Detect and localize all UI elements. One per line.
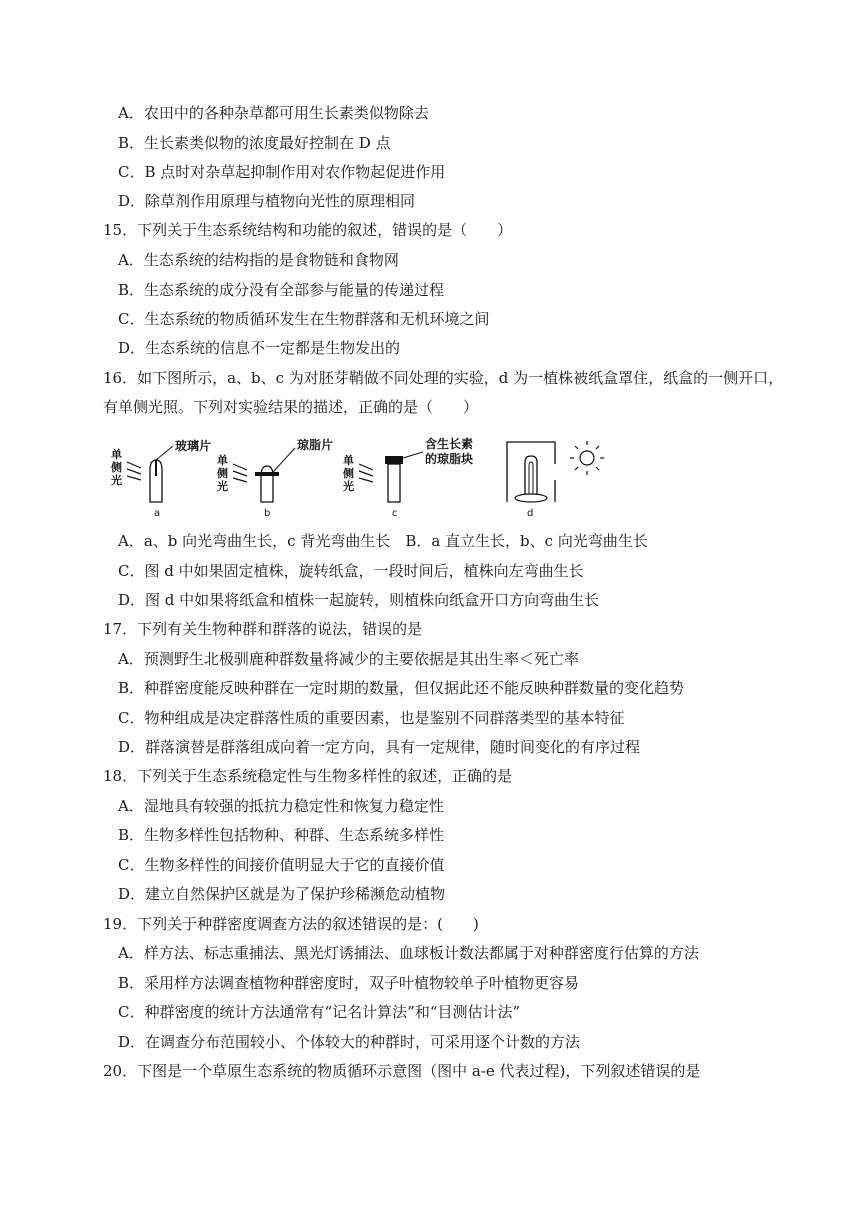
light-label-b (216, 453, 228, 493)
caption-b: b (264, 508, 271, 519)
agar-plate (255, 472, 279, 476)
light-arrows-b (233, 464, 247, 482)
light-label-a (110, 447, 122, 487)
q20-stem: 20．下图是一个草原生态系统的物质循环示意图（图中 a-e 代表过程)，下列叙述错误的是 (103, 1062, 701, 1080)
caption-d: d (527, 508, 534, 519)
svg-text:单: 单 (217, 454, 228, 467)
light-label-c (342, 453, 354, 493)
light-arrows-c (359, 464, 373, 482)
svg-text:光: 光 (111, 474, 122, 487)
q18-option-c: C．生物多样性的间接价值明显大于它的直接价值 (118, 856, 445, 874)
q15-option-b: B．生态系统的成分没有全部参与能量的传递过程 (118, 281, 445, 299)
q19-option-a: A．样方法、标志重捕法、黑光灯诱捕法、血球板计数法都属于对种群密度行估算的方法 (118, 944, 699, 962)
q15-stem: 15．下列关于生态系统结构和功能的叙述，错误的是（ ） (103, 221, 513, 239)
auxin-agar-block (385, 456, 403, 464)
q16-experiment-figure (105, 436, 625, 522)
auxin-label-2: 的琼脂块 (425, 452, 474, 466)
q16-option-d: D．图 d 中如果将纸盒和植株一起旋转，则植株向纸盒开口方向弯曲生长 (118, 591, 600, 609)
svg-text:光: 光 (217, 480, 228, 493)
q17-option-b: B．种群密度能反映种群在一定时期的数量，但仅据此还不能反映种群数量的变化趋势 (118, 679, 685, 697)
q14-option-a: A．农田中的各种杂草都可用生长素类似物除去 (118, 104, 429, 122)
svg-text:侧: 侧 (111, 461, 122, 474)
svg-text:侧: 侧 (343, 467, 354, 480)
q19-stem: 19．下列关于种群密度调查方法的叙述错误的是：( ) (103, 915, 479, 933)
q19-option-d: D．在调查分布范围较小、个体较大的种群时，可采用逐个计数的方法 (118, 1033, 581, 1051)
q16-option-c: C．图 d 中如果固定植株，旋转纸盒，一段时间后，植株向左弯曲生长 (118, 562, 584, 580)
q16-option-ab: A．a、b 向光弯曲生长，c 背光弯曲生长 B．a 直立生长，b、c 向光弯曲生长 (118, 532, 648, 550)
glass-label: 玻璃片 (175, 439, 212, 453)
q15-option-c: C．生态系统的物质循环发生在生物群落和无机环境之间 (118, 310, 490, 328)
svg-text:单: 单 (343, 454, 354, 467)
q14-option-b: B．生长素类似物的浓度最好控制在 D 点 (118, 134, 391, 152)
sun-icon (570, 441, 604, 475)
coleoptile-c (388, 464, 400, 502)
q15-option-d: D．生态系统的信息不一定都是生物发出的 (118, 339, 401, 357)
q16-stem-line-1: 16．如下图所示，a、b、c 为对胚芽鞘做不同处理的实验，d 为一植株被纸盒罩住，纸盒的一侧开口， (103, 369, 784, 387)
coleoptile-diagram (105, 436, 625, 522)
q14-option-c: C．B 点时对杂草起抑制作用对农作物起促进作用 (118, 163, 446, 181)
svg-text:侧: 侧 (217, 467, 228, 480)
auxin-label-1: 含生长素 (425, 437, 474, 451)
q18-option-d: D．建立自然保护区就是为了保护珍稀濒危动植物 (118, 885, 446, 903)
q15-option-a: A．生态系统的结构指的是食物链和食物网 (118, 251, 399, 269)
rotation-base (515, 494, 547, 502)
q17-option-a: A．预测野生北极驯鹿种群数量将减少的主要依据是其出生率＜死亡率 (118, 650, 579, 668)
svg-text:单: 单 (111, 448, 122, 461)
q19-option-c: C．种群密度的统计方法通常有“记名计算法”和“目测估计法” (118, 1003, 521, 1021)
q14-option-d: D．除草剂作用原理与植物向光性的原理相同 (118, 192, 416, 210)
q19-option-b: B．采用样方法调查植物种群密度时，双子叶植物较单子叶植物更容易 (118, 974, 580, 992)
q18-option-a: A．湿地具有较强的抵抗力稳定性和恢复力稳定性 (118, 797, 444, 815)
agar-label: 琼脂片 (297, 438, 334, 452)
q18-stem: 18．下列关于生态系统稳定性与生物多样性的叙述，正确的是 (103, 767, 513, 785)
coleoptile-b (261, 466, 273, 502)
paper-box (507, 442, 555, 502)
caption-a: a (154, 508, 161, 519)
q18-option-b: B．生物多样性包括物种、种群、生态系统多样性 (118, 826, 445, 844)
q16-stem-line-2: 有单侧光照。下列对实验结果的描述，正确的是（ ） (103, 398, 479, 416)
light-arrows-a (127, 462, 141, 480)
q17-stem: 17．下列有关生物种群和群落的说法，错误的是 (103, 620, 423, 638)
q17-option-d: D．群落演替是群落组成向着一定方向，具有一定规律，随时间变化的有序过程 (118, 738, 641, 756)
caption-c: c (392, 508, 398, 519)
svg-text:光: 光 (343, 480, 354, 493)
q17-option-c: C．物种组成是决定群落性质的重要因素，也是鉴别不同群落类型的基本特征 (118, 709, 625, 727)
